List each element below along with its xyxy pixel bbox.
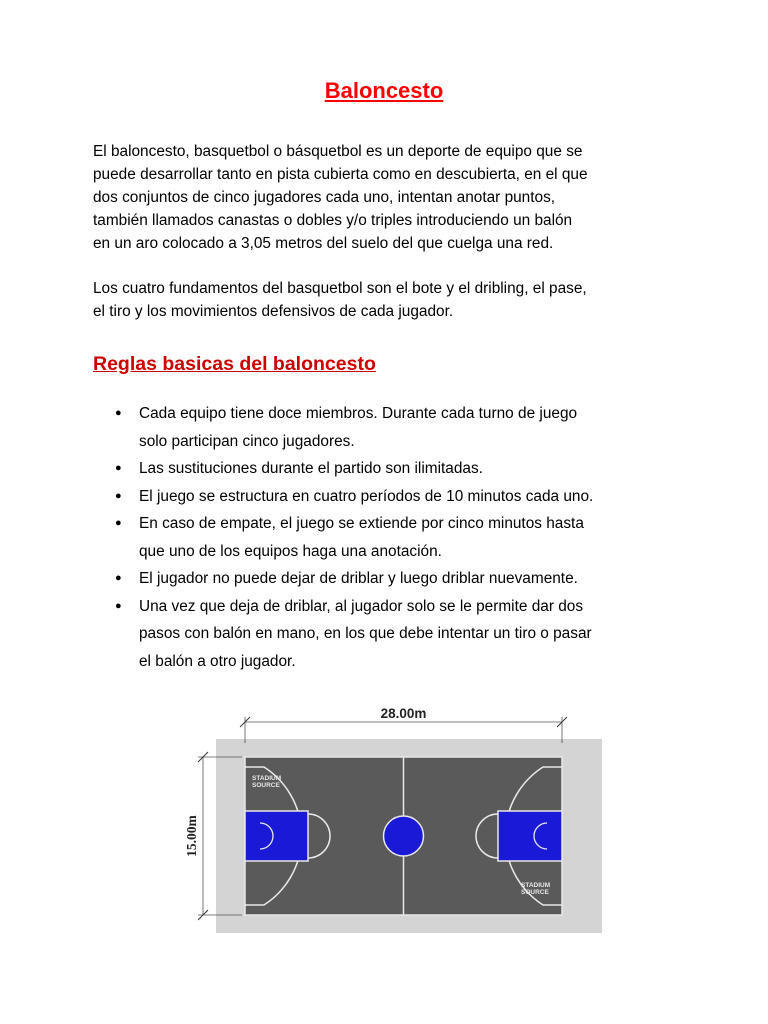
rule-line: pasos con balón en mano, en los que debe intentar un tiro o pasar — [139, 625, 592, 642]
court-logo: STADIUM — [252, 775, 282, 782]
intro-line: puede desarrollar tanto en pista cubierta como en descubierta, en el que — [93, 166, 588, 183]
court-diagram — [174, 697, 602, 955]
court-logo: STADIUM — [521, 882, 551, 889]
court-logo: SOURCE — [521, 889, 549, 896]
rules-heading: Reglas basicas del baloncesto — [93, 353, 376, 375]
intro-paragraph — [93, 140, 683, 255]
list-item — [93, 483, 693, 511]
rule-line: el balón a otro jugador. — [139, 652, 296, 670]
list-item — [93, 565, 693, 593]
right-key — [498, 811, 562, 861]
left-key — [245, 811, 308, 861]
fundamentals-paragraph — [93, 277, 683, 323]
rule-line: que uno de los equipos haga una anotación. — [139, 542, 442, 560]
fundamentals-line: el tiro y los movimientos defensivos de cada jugador. — [93, 303, 454, 320]
court-logo: SOURCE — [252, 782, 280, 789]
rule-line: ● Una vez que deja de driblar, al jugador solo se le permite dar dos — [139, 597, 584, 615]
intro-line: en un aro colocado a 3,05 metros del suelo del que cuelga una red. — [93, 235, 554, 252]
list-item — [93, 400, 693, 455]
rule-line: ● En caso de empate, el juego se extiende por cinco minutos hasta — [139, 515, 584, 532]
list-item — [93, 455, 693, 483]
intro-line: también llamados canastas o dobles y/o triples introduciendo un balón — [93, 212, 573, 229]
intro-line: dos conjuntos de cinco jugadores cada uno, intentan anotar puntos, — [93, 189, 556, 206]
intro-line: El baloncesto, basquetbol o básquetbol es un deporte de equipo que se — [93, 143, 583, 160]
rule-line: ● Cada equipo tiene doce miembros. Durante cada turno de juego — [139, 405, 578, 422]
fundamentals-line: Los cuatro fundamentos del basquetbol son el bote y el dribling, el pase, — [93, 280, 587, 297]
center-circle — [384, 816, 424, 856]
rules-list — [93, 400, 693, 675]
rule-line: ● El jugador no puede dejar de driblar y luego driblar nuevamente. — [139, 570, 578, 587]
rule-line: solo participan cinco jugadores. — [139, 432, 355, 450]
rule-line: ● El juego se estructura en cuatro períodos de 10 minutos cada uno. — [139, 487, 594, 505]
list-item — [93, 510, 693, 565]
court-svg — [174, 697, 602, 955]
length-label: 28.00m — [380, 706, 427, 721]
page-title: Baloncesto — [324, 78, 444, 103]
list-item — [93, 593, 693, 676]
rule-line: ● Las sustituciones durante el partido son ilimitadas. — [139, 460, 483, 477]
width-label: 15.00m — [184, 815, 199, 857]
